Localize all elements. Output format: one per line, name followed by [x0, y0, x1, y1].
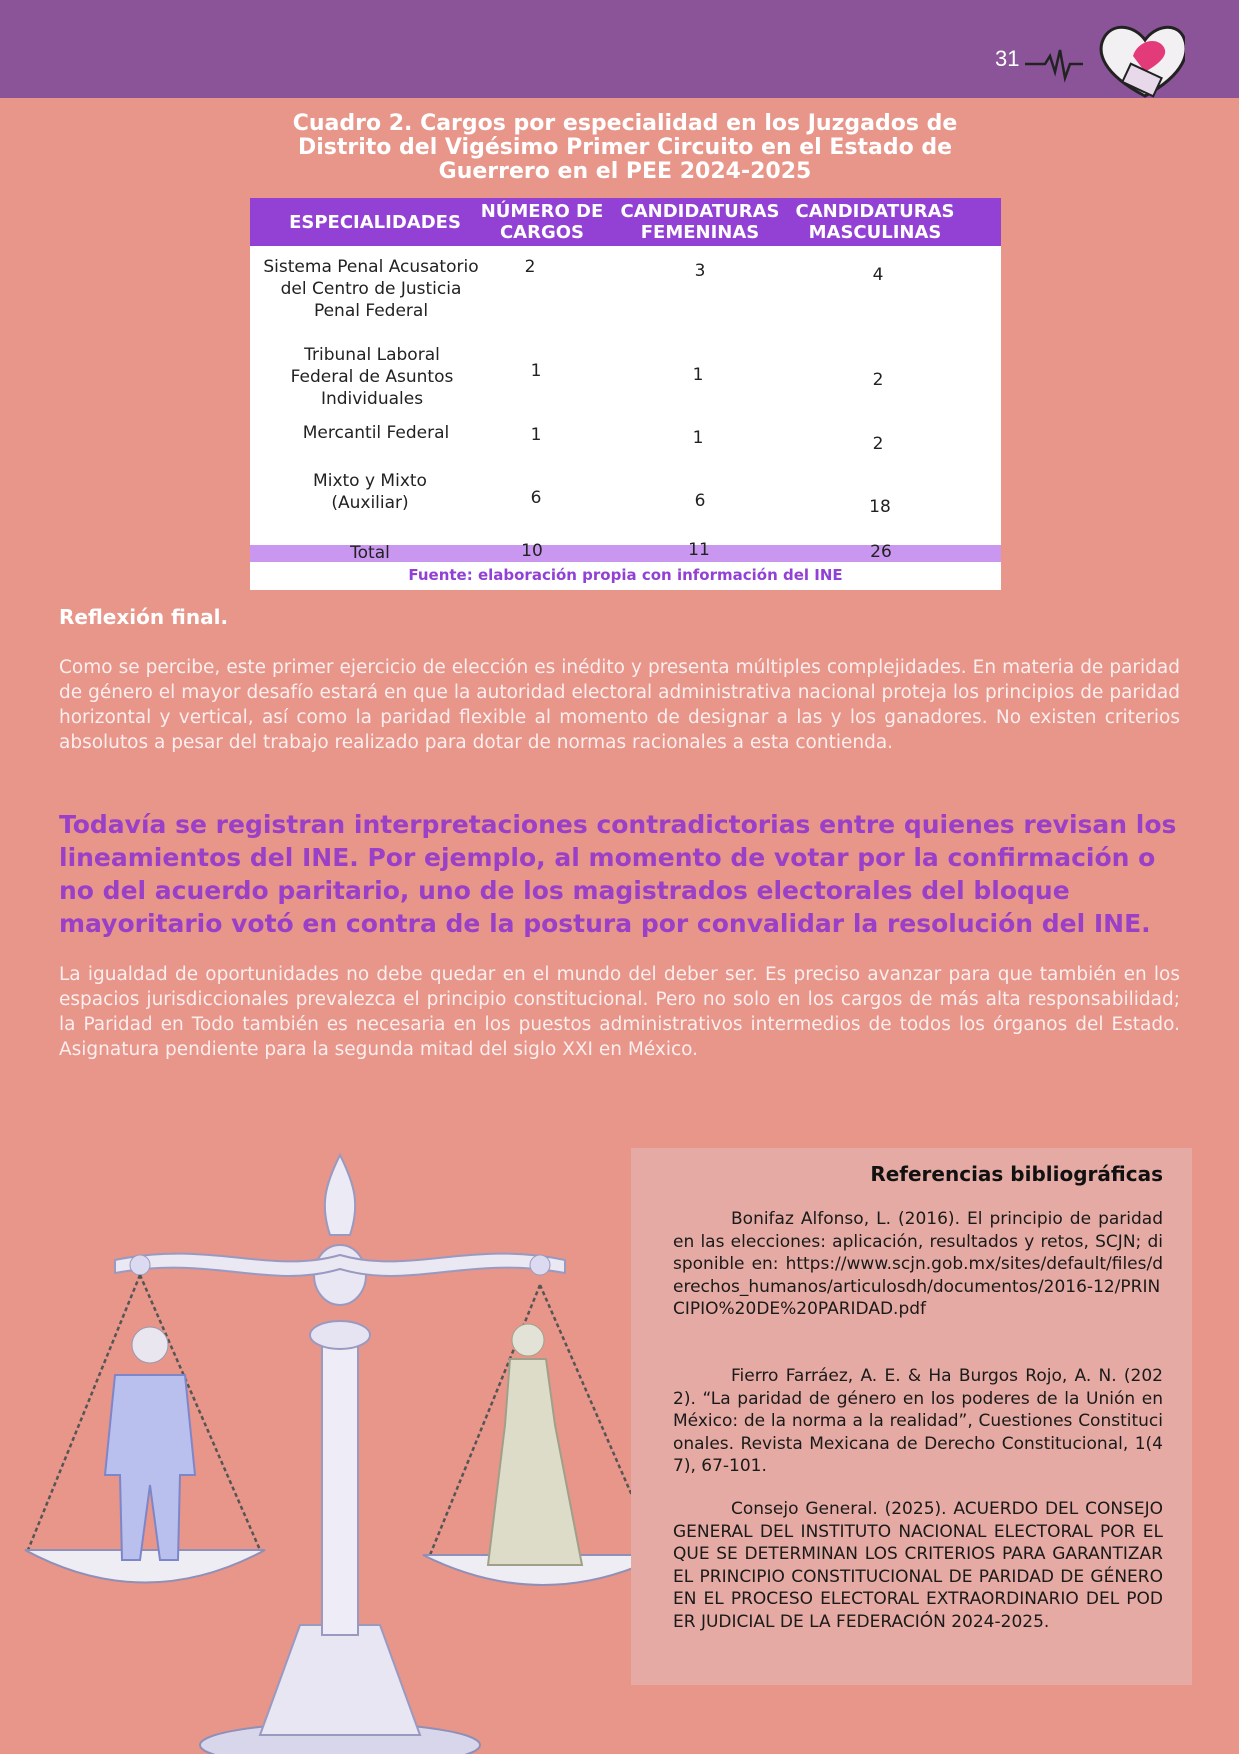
header-candidaturas-masculinas: CANDIDATURAS MASCULINAS	[795, 201, 955, 243]
references-title: Referencias bibliográficas	[870, 1162, 1163, 1186]
table-title: Cuadro 2. Cargos por especialidad en los Juzgados de Distrito del Vigésimo Primer Circuito en el Estado de Guerrero en el PEE 2024-2025	[292, 111, 958, 184]
header-especialidades: ESPECIALIDADES	[289, 211, 461, 233]
row2-femeninas: 1	[692, 365, 704, 385]
total-label: Total	[350, 543, 390, 563]
row4-cargos: 6	[530, 488, 542, 508]
reference-item: Fierro Farráez, A. E. & Ha Burgos Rojo, A. N. (2022). “La paridad de género en los poderes de la Unión en México: de la norma a la realidad”, Cuestiones Constitucionales. Revista Mexicana de Derecho Constitucional, 1(47), 67-101.	[673, 1366, 1163, 1476]
row2-especialidad: Tribunal Laboral Federal de Asuntos Individuales	[290, 345, 454, 409]
total-masculinas: 26	[870, 542, 892, 562]
row1-femeninas: 3	[694, 261, 706, 281]
header-candidaturas-femeninas: CANDIDATURAS FEMENINAS	[620, 201, 780, 243]
page-header	[0, 0, 1239, 98]
heart-ballot-icon	[1025, 22, 1185, 102]
references-box	[631, 1148, 1192, 1685]
total-cargos: 10	[521, 541, 543, 561]
scale-of-justice-illustration	[10, 1145, 670, 1754]
total-femeninas: 11	[688, 540, 710, 560]
row4-femeninas: 6	[694, 491, 706, 511]
reference-item: Bonifaz Alfonso, L. (2016). El principio de paridad en las elecciones: aplicación, resultados y retos, SCJN; disponible en: https://www.scjn.gob.mx/sites/default/files/derechos_humanos/articulosdh/documentos/2016-12/PRINCIPIO%20DE%20PARIDAD.pdf	[673, 1209, 1163, 1319]
row2-masculinas: 2	[872, 370, 884, 390]
highlight-quote: Todavía se registran interpretaciones contradictorias entre quienes revisan los lineamientos del INE. Por ejemplo, al momento de votar por la confirmación o no del acuerdo paritario, uno de los magistrados electorales del bloque mayoritario votó en contra de la postura por convalidar la resolución del INE.	[59, 810, 1177, 938]
header-numero-cargos: NÚMERO DE CARGOS	[480, 201, 604, 243]
paragraph-1: Como se percibe, este primer ejercicio de elección es inédito y presenta múltiples complejidades. En materia de paridad de género el mayor desafío estará en que la autoridad electoral administrativa nacional proteja los principios de paridad horizontal y vertical, así como la paridad flexible al momento de designar a las y los ganadores. No existen criterios absolutos a pesar del trabajo realizado para dotar de normas racionales a esta contienda.	[59, 657, 1180, 753]
page-number: 31	[995, 46, 1020, 71]
reference-item: Consejo General. (2025). ACUERDO DEL CONSEJO GENERAL DEL INSTITUTO NACIONAL ELECTORAL POR EL QUE SE DETERMINAN LOS CRITERIOS PARA GARANTIZAR EL PRINCIPIO CONSTITUCIONAL DE PARIDAD DE GÉNERO EN EL PROCESO ELECTORAL EXTRAORDINARIO DEL PODER JUDICIAL DE LA FEDERACIÓN 2024-2025.	[673, 1499, 1163, 1632]
row1-cargos: 2	[524, 257, 536, 277]
table-header-row	[250, 198, 1001, 246]
row3-cargos: 1	[530, 425, 542, 445]
row2-cargos: 1	[530, 361, 542, 381]
row3-masculinas: 2	[872, 434, 884, 454]
row1-especialidad: Sistema Penal Acusatorio del Centro de Justicia Penal Federal	[263, 257, 479, 321]
row4-masculinas: 18	[869, 497, 891, 517]
specialties-table	[250, 198, 1001, 590]
section-heading: Reflexión final.	[59, 605, 229, 629]
row1-masculinas: 4	[872, 265, 884, 285]
table-source: Fuente: elaboración propia con información del INE	[408, 566, 843, 584]
row3-especialidad: Mercantil Federal	[302, 423, 450, 443]
row3-femeninas: 1	[692, 428, 704, 448]
row4-especialidad: Mixto y Mixto (Auxiliar)	[313, 471, 427, 513]
paragraph-2: La igualdad de oportunidades no debe quedar en el mundo del deber ser. Es preciso avanzar para que también en los espacios jurisdiccionales prevalezca el principio constitucional. Pero no solo en los cargos de más alta responsabilidad; la Paridad en Todo también es necesaria en los puestos administrativos intermedios de todos los órganos del Estado. Asignatura pendiente para la segunda mitad del siglo XXI en México.	[59, 964, 1180, 1060]
